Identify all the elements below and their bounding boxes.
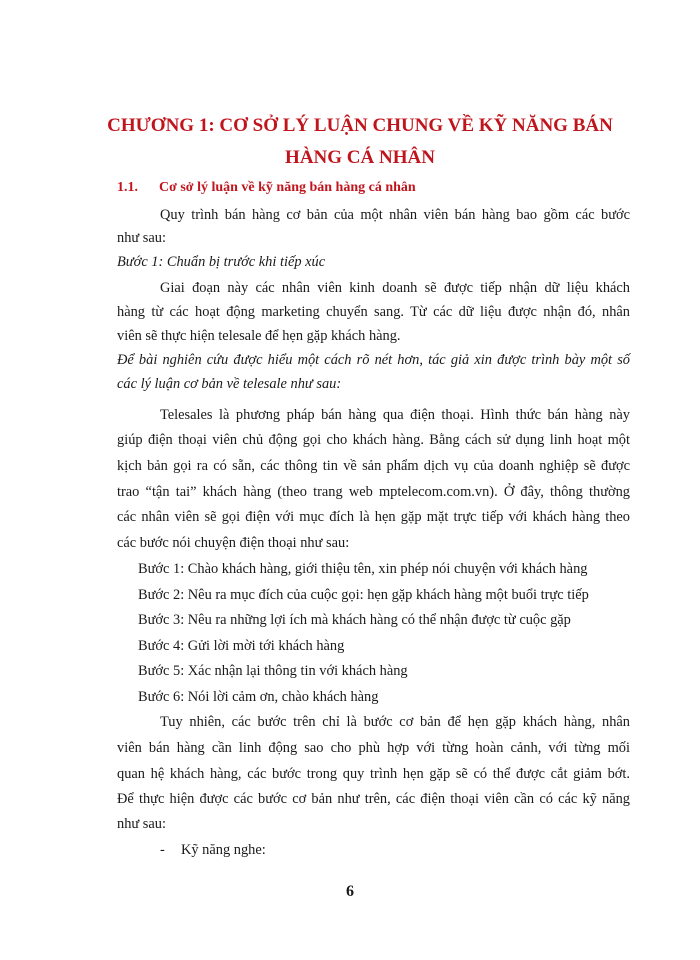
paragraph-line: Quy trình bán hàng cơ bản của một nhân viên bán hàng bao gồm các bước xyxy=(160,207,630,223)
bullet-item xyxy=(160,840,266,860)
step-list-item: Bước 6: Nói lời cảm ơn, chào khách hàng xyxy=(138,689,379,705)
page-number: 6 xyxy=(346,883,354,900)
step-list-item: Bước 5: Xác nhận lại thông tin với khách hàng xyxy=(138,663,408,679)
paragraph-line: viên bán hàng cần linh động sao cho phù hợp với từng hoàn cảnh, với từng mối xyxy=(117,740,630,756)
paragraph-line: quan hệ khách hàng, các bước trong quy trình hẹn gặp sẽ có thể được cắt giảm bớt. xyxy=(117,766,630,782)
italic-note-line: các lý luận cơ bản về telesale như sau: xyxy=(117,376,342,392)
italic-note-line: Để bài nghiên cứu được hiểu một cách rõ nét hơn, tác giả xin được trình bày một số xyxy=(117,352,630,368)
chapter-title-line-1: CHƯƠNG 1: CƠ SỞ LÝ LUẬN CHUNG VỀ KỸ NĂNG BÁN xyxy=(107,115,613,136)
paragraph-line: viên sẽ thực hiện telesale để hẹn gặp khách hàng. xyxy=(117,328,401,344)
bullet-dash: - xyxy=(160,842,165,858)
section-title: Cơ sở lý luận về kỹ năng bán hàng cá nhân xyxy=(159,180,416,195)
paragraph-line: Giai đoạn này các nhân viên kinh doanh sẽ được tiếp nhận dữ liệu khách xyxy=(160,280,630,296)
paragraph-line: hàng từ các hoạt động marketing chuyển sang. Từ các dữ liệu được nhận đó, nhân xyxy=(117,304,630,320)
section-heading xyxy=(117,180,637,196)
paragraph-line: các nhân viên sẽ gọi điện với mục đích là hẹn gặp mặt trực tiếp với khách hàng theo xyxy=(117,509,630,525)
section-number: 1.1. xyxy=(117,180,138,195)
paragraph-line: Để thực hiện được các bước cơ bản như trên, các điện thoại viên cần có các kỹ năng xyxy=(117,791,630,807)
paragraph-line: Telesales là phương pháp bán hàng qua điện thoại. Hình thức bán hàng này xyxy=(160,407,630,423)
paragraph-line: kịch bản gọi ra có sẵn, các thông tin về sản phẩm dịch vụ của doanh nghiệp sẽ được xyxy=(117,458,630,474)
step-list-item: Bước 3: Nêu ra những lợi ích mà khách hàng có thể nhận được từ cuộc gặp xyxy=(138,612,571,628)
paragraph-line: giúp điện thoại viên chủ động gọi cho khách hàng. Bằng cách sử dụng linh hoạt một xyxy=(117,432,630,448)
paragraph-line: như sau: xyxy=(117,816,166,832)
step-list-item: Bước 2: Nêu ra mục đích của cuộc gọi: hẹn gặp khách hàng một buổi trực tiếp xyxy=(138,587,589,603)
paragraph-line: các bước nói chuyện điện thoại như sau: xyxy=(117,535,350,551)
step-list-item: Bước 4: Gửi lời mời tới khách hàng xyxy=(138,638,345,654)
chapter-title-line-2: HÀNG CÁ NHÂN xyxy=(285,147,435,168)
bullet-text: Kỹ năng nghe: xyxy=(181,842,266,858)
step-list-item: Bước 1: Chào khách hàng, giới thiệu tên, xin phép nói chuyện với khách hàng xyxy=(138,561,588,577)
paragraph-line: trao “tận tai” khách hàng (theo trang web mptelecom.com.vn). Ở đây, thông thường xyxy=(117,484,630,500)
paragraph-line: Tuy nhiên, các bước trên chỉ là bước cơ bản để hẹn gặp khách hàng, nhân xyxy=(160,714,630,730)
paragraph-line: như sau: xyxy=(117,230,166,246)
step-heading: Bước 1: Chuẩn bị trước khi tiếp xúc xyxy=(117,254,326,270)
